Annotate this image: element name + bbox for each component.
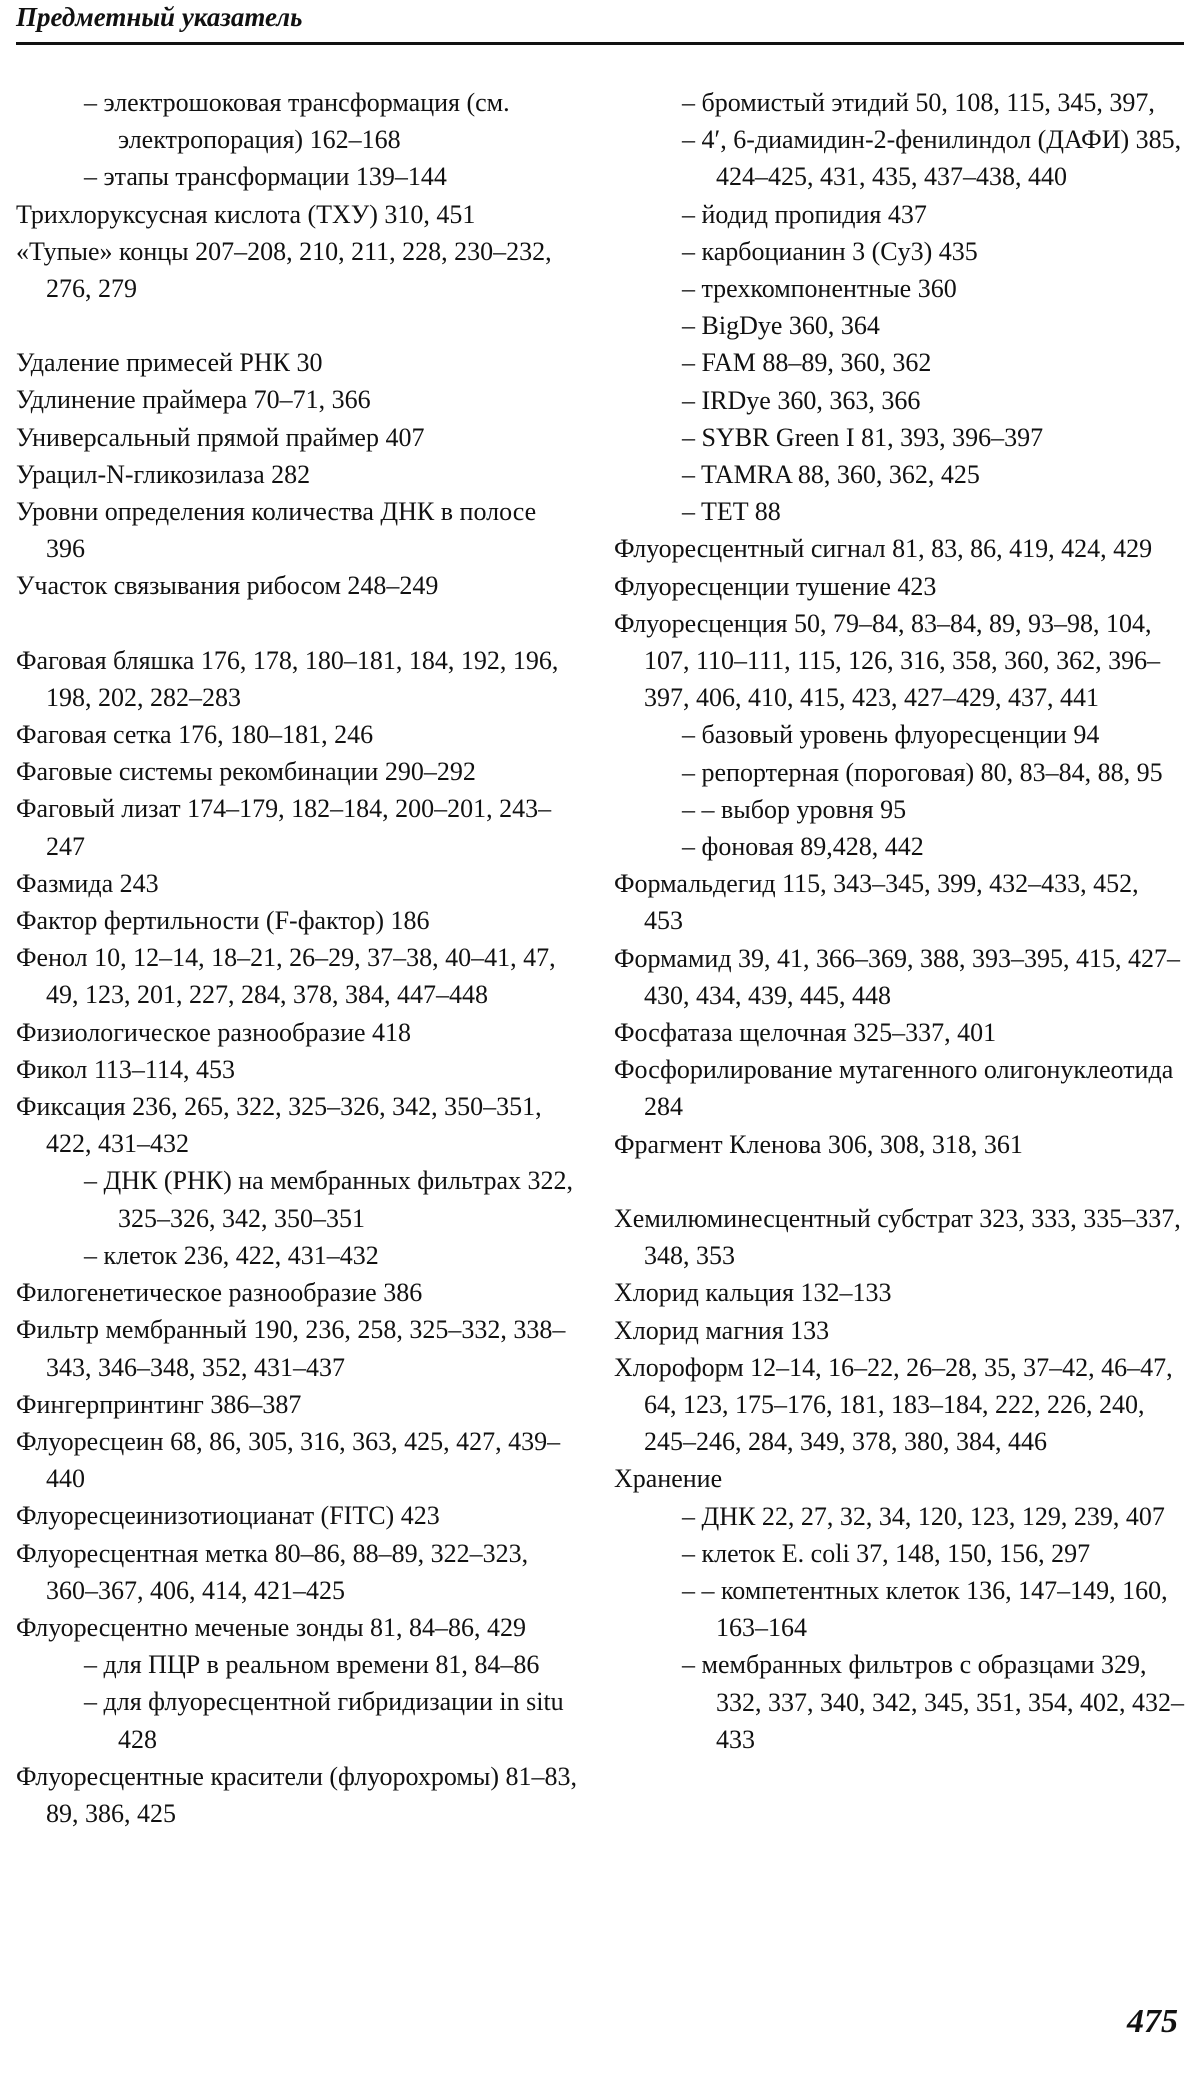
index-entry: Филогенетическое разнообразие 386 [16,1278,423,1308]
index-subentry: – TAMRA 88, 360, 362, 425 [682,460,980,490]
index-column-left [16,84,581,1832]
index-entry: Фактор фертильности (F-фактор) 186 [16,906,430,936]
index-subentry: – для ПЦР в реальном времени 81, 84–86 [84,1650,540,1680]
index-entry: Хемилюминесцентный субстрат 323, 333, 335–337, 348, 353 [614,1203,1181,1271]
index-subentry: – – компетентных клеток 136, 147–149, 160, 163–164 [682,1575,1168,1643]
index-entry: Формальдегид 115, 343–345, 399, 432–433, 452, 453 [614,869,1139,936]
index-entry: Фаговые системы рекомбинации 290–292 [16,757,476,787]
index-subentry: – бромистый этидий 50, 108, 115, 345, 397, [682,88,1155,117]
index-entry: Формамид 39, 41, 366–369, 388, 393–395, 415, 427–430, 434, 439, 445, 448 [614,943,1181,1010]
index-entry: Фазмида 243 [16,868,159,898]
index-entry: Фикол 113–114, 453 [16,1054,235,1084]
index-subentry: – BigDye 360, 364 [682,311,880,341]
index-entry: Трихлоруксусная кислота (ТХУ) 310, 451 [16,199,476,229]
index-entry: Флуоресцентный сигнал 81, 83, 86, 419, 424, 429 [614,534,1153,564]
index-subentry: – клеток 236, 422, 431–432 [84,1240,379,1270]
index-entry: Физиологическое разнообразие 418 [16,1017,412,1047]
page-header-title: Предметный указатель [16,2,303,32]
index-entry: Фингерпринтинг 386–387 [16,1389,302,1419]
index-entry: Флуоресценция 50, 79–84, 83–84, 89, 93–98, 104, 107, 110–111, 115, 126, 316, 358, 360, 362, 396–397, 406, 410, 415, 423, 427–429, 437, 441 [614,608,1161,713]
index-entry: Фосфатаза щелочная 325–337, 401 [614,1018,997,1048]
index-subentry: – клеток E. coli 37, 148, 150, 156, 297 [682,1538,1091,1568]
index-subentry: – ДНК 22, 27, 32, 34, 120, 123, 129, 239, 407 [682,1501,1165,1531]
index-entry: Хлорид магния 133 [614,1315,830,1345]
index-entry: Фрагмент Кленова 306, 308, 318, 361 [614,1129,1023,1159]
index-subentry: – репортерная (пороговая) 80, 83–84, 88, 95 [682,757,1163,787]
index-entry: Флуоресцеинизотиоцианат (FITC) 423 [16,1501,440,1531]
index-subentry: – IRDye 360, 363, 366 [682,385,921,415]
index-entry: Фиксация 236, 265, 322, 325–326, 342, 350–351, 422, 431–432 [16,1092,542,1159]
index-entry: Хлороформ 12–14, 16–22, 26–28, 35, 37–42, 46–47, 64, 123, 175–176, 181, 183–184, 222, 226, 240, 245–246, 284, 349, 378, 380, 384, 446 [614,1352,1173,1457]
page-number: 475 [1127,2003,1178,2040]
index-entry: Универсальный прямой праймер 407 [16,422,425,452]
index-subentry: – ДНК (РНК) на мембранных фильтрах 322, 325–326, 342, 350–351 [84,1166,574,1233]
index-entry: Удлинение праймера 70–71, 366 [16,385,371,415]
index-entry: Уровни определения количества ДНК в полосе 396 [16,497,537,564]
index-entry: Флуоресцентная метка 80–86, 88–89, 322–323, 360–367, 406, 414, 421–425 [16,1538,529,1605]
index-entry: Хлорид кальция 132–133 [614,1278,892,1308]
index-subentry: – FAM 88–89, 360, 362 [682,348,932,378]
index-subentry: – трехкомпонентные 360 [682,274,957,304]
index-subentry: – мембранных фильтров с образцами 329, 332, 337, 340, 342, 345, 351, 354, 402, 432–433 [682,1650,1184,1754]
index-subentry: – – выбор уровня 95 [682,794,907,824]
index-column-right [614,84,1184,1758]
index-entry: Флуоресцеин 68, 86, 305, 316, 363, 425, 427, 439–440 [16,1426,561,1494]
header-divider [16,42,1184,45]
index-subentry: – фоновая 89,428, 442 [682,832,924,862]
index-entry: Флуоресцентные красители (флуорохромы) 81–83, 89, 386, 425 [16,1761,577,1828]
index-entry: Фосфорилирование мутагенного олигонуклеотида 284 [614,1055,1174,1122]
index-subentry: – для флуоресцентной гибридизации in situ 428 [84,1687,564,1754]
index-entry: Фаговая бляшка 176, 178, 180–181, 184, 192, 196, 198, 202, 282–283 [16,645,559,712]
index-entry: Участок связывания рибосом 248–249 [16,571,439,601]
index-entry: Хранение [614,1464,723,1494]
index-subentry: – карбоцианин 3 (Cy3) 435 [682,236,978,266]
index-entry: Фенол 10, 12–14, 18–21, 26–29, 37–38, 40–41, 47, 49, 123, 201, 227, 284, 378, 384, 447–448 [16,943,556,1010]
index-subentry: – 4′, 6-диамидин-2-фенилиндол (ДАФИ) 385, 424–425, 431, 435, 437–438, 440 [682,125,1182,192]
index-entry: Удаление примесей РНК 30 [16,348,323,378]
index-entry: Урацил-N-гликозилаза 282 [16,459,311,489]
index-entry: Фильтр мембранный 190, 236, 258, 325–332, 338–343, 346–348, 352, 431–437 [16,1315,566,1382]
index-entry: Фаговая сетка 176, 180–181, 246 [16,720,374,750]
index-subentry: – TET 88 [682,497,781,527]
index-entry: Фаговый лизат 174–179, 182–184, 200–201, 243–247 [16,794,552,861]
index-subentry: – базовый уровень флуоресценции 94 [682,720,1100,750]
index-subentry: – йодид пропидия 437 [682,199,927,229]
index-entry: Флуоресценции тушение 423 [614,571,937,601]
index-subentry: – SYBR Green I 81, 393, 396–397 [682,422,1044,452]
index-subentry: – этапы трансформации 139–144 [84,162,447,192]
index-subentry: – электрошоковая трансформация (см. электропорация) 162–168 [84,88,510,155]
index-entry: «Тупые» концы 207–208, 210, 211, 228, 230–232, 276, 279 [16,236,552,304]
index-entry: Флуоресцентно меченые зонды 81, 84–86, 429 [16,1612,527,1642]
